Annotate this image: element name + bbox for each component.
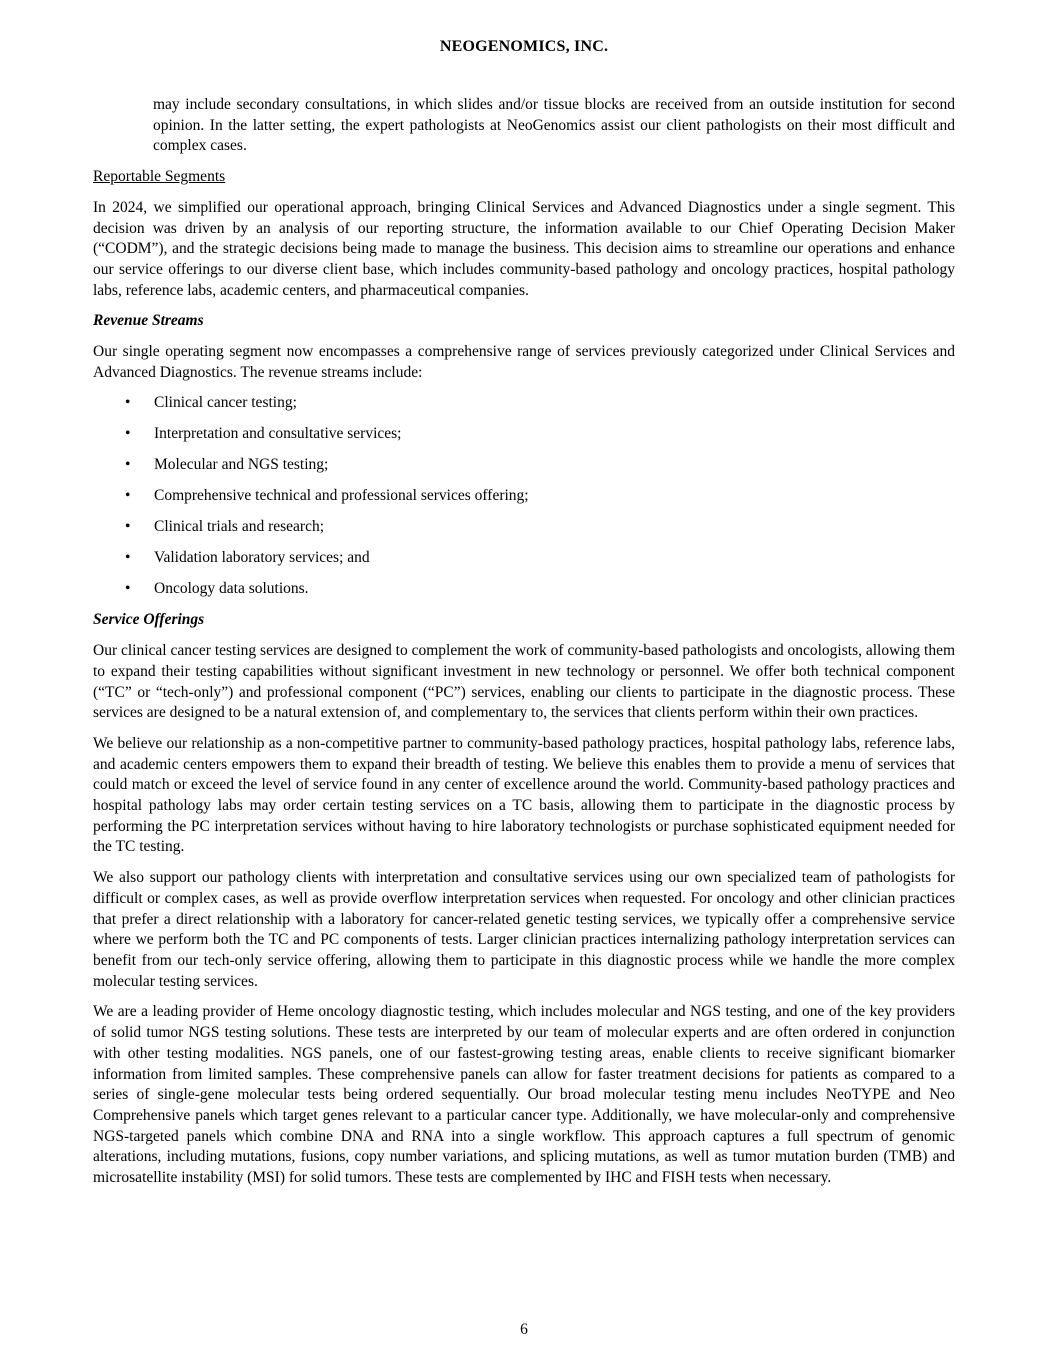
bullet-icon: • (125, 487, 131, 505)
list-item (93, 486, 955, 507)
bullet-icon: • (125, 425, 131, 443)
list-item-label: Oncology data solutions. (154, 580, 309, 598)
bullet-icon: • (125, 456, 131, 474)
list-item (93, 517, 955, 538)
list-item-label: Clinical cancer testing; (154, 394, 297, 412)
segments-paragraph: In 2024, we simplified our operational approach, bringing Clinical Services and Advanced Diagnostics under a single segment. This decision was driven by an analysis of our reporting structure, the information available to our Chief Operating Decision Maker (“CODM”), and the strategic decisions being made to manage the business. This decision aims to streamline our operations and enhance our service offerings to our diverse client base, which includes community-based pathology and oncology practices, hospital pathology labs, reference labs, academic centers, and pharmaceutical companies. (93, 198, 955, 299)
service-paragraph-2: We believe our relationship as a non-competitive partner to community-based pathology practices, hospital pathology labs, reference labs, and academic centers empowers them to expand their breadth of testing. We believe this enables them to provide a menu of services that could match or exceed the level of service found in any center of excellence around the world. Community-based pathology practices and hospital pathology labs may order certain testing services on a TC basis, allowing them to participate in the diagnostic process by performing the PC interpretation services without having to hire laboratory technologists or purchase sophisticated equipment needed for the TC testing. (93, 734, 955, 856)
intro-paragraph: may include secondary consultations, in which slides and/or tissue blocks are received from an outside institution for second opinion. In the latter setting, the expert pathologists at NeoGenomics assist our client pathologists on their most difficult and complex cases. (153, 96, 955, 155)
page-number: 6 (520, 1321, 528, 1339)
revenue-streams-list (93, 393, 955, 600)
bullet-icon: • (125, 394, 131, 412)
service-paragraph-3: We also support our pathology clients with interpretation and consultative services using our own specialized team of pathologists for difficult or complex cases, as well as provide overflow interpretation services when requested. For oncology and other clinician practices that prefer a direct relationship with a laboratory for cancer-related genetic testing services, we typically offer a comprehensive service where we perform both the TC and PC components of tests. Larger clinician practices internalizing pathology interpretation services can benefit from our tech-only service offering, allowing them to participate in this diagnostic process while we handle the more complex molecular testing services. (93, 869, 955, 990)
list-item-label: Interpretation and consultative services; (154, 425, 402, 443)
bullet-icon: • (125, 549, 131, 567)
company-title: NEOGENOMICS, INC. (439, 38, 609, 55)
revenue-intro-paragraph: Our single operating segment now encompasses a comprehensive range of services previously categorized under Clinical Services and Advanced Diagnostics. The revenue streams include: (93, 343, 955, 381)
list-item-label: Clinical trials and research; (154, 518, 325, 536)
list-item (93, 579, 955, 600)
service-paragraph-1: Our clinical cancer testing services are designed to complement the work of community-based pathologists and oncologists, allowing them to expand their testing capabilities without significant investment in new technology or personnel. We offer both technical component (“TC” or “tech-only”) and professional component (“PC”) services, enabling our clients to participate in the diagnostic process. These services are designed to be a natural extension of, and complementary to, the services that clients perform within their own practices. (93, 642, 955, 722)
list-item-label: Comprehensive technical and professional services offering; (154, 487, 529, 505)
bullet-icon: • (125, 580, 131, 598)
heading-reportable-segments: Reportable Segments (93, 168, 226, 186)
list-item (93, 393, 955, 414)
list-item (93, 424, 955, 445)
heading-revenue-streams: Revenue Streams (93, 312, 204, 330)
heading-service-offerings: Service Offerings (93, 611, 205, 629)
list-item-label: Validation laboratory services; and (154, 549, 370, 567)
list-item (93, 548, 955, 569)
list-item (93, 455, 955, 476)
list-item-label: Molecular and NGS testing; (154, 456, 329, 474)
bullet-icon: • (125, 518, 131, 536)
service-paragraph-4: We are a leading provider of Heme oncology diagnostic testing, which includes molecular and NGS testing, and one of the key providers of solid tumor NGS testing solutions. These tests are interpreted by our team of molecular experts and are often ordered in conjunction with other testing modalities. NGS panels, one of our fastest-growing testing areas, enable clients to receive significant biomarker information from limited samples. These comprehensive panels can allow for faster treatment decisions for patients as compared to a series of single-gene molecular tests being ordered sequentially. Our broad molecular testing menu includes NeoTYPE and Neo Comprehensive panels which target genes relevant to a particular cancer type. Additionally, we have molecular-only and comprehensive NGS-targeted panels which combine DNA and RNA into a single workflow. This approach captures a full spectrum of genomic alterations, including mutations, fusions, copy number variations, and splicing mutations, as well as tumor mutation burden (TMB) and microsatellite instability (MSI) for solid tumors. These tests are complemented by IHC and FISH tests when necessary. (93, 1003, 955, 1187)
